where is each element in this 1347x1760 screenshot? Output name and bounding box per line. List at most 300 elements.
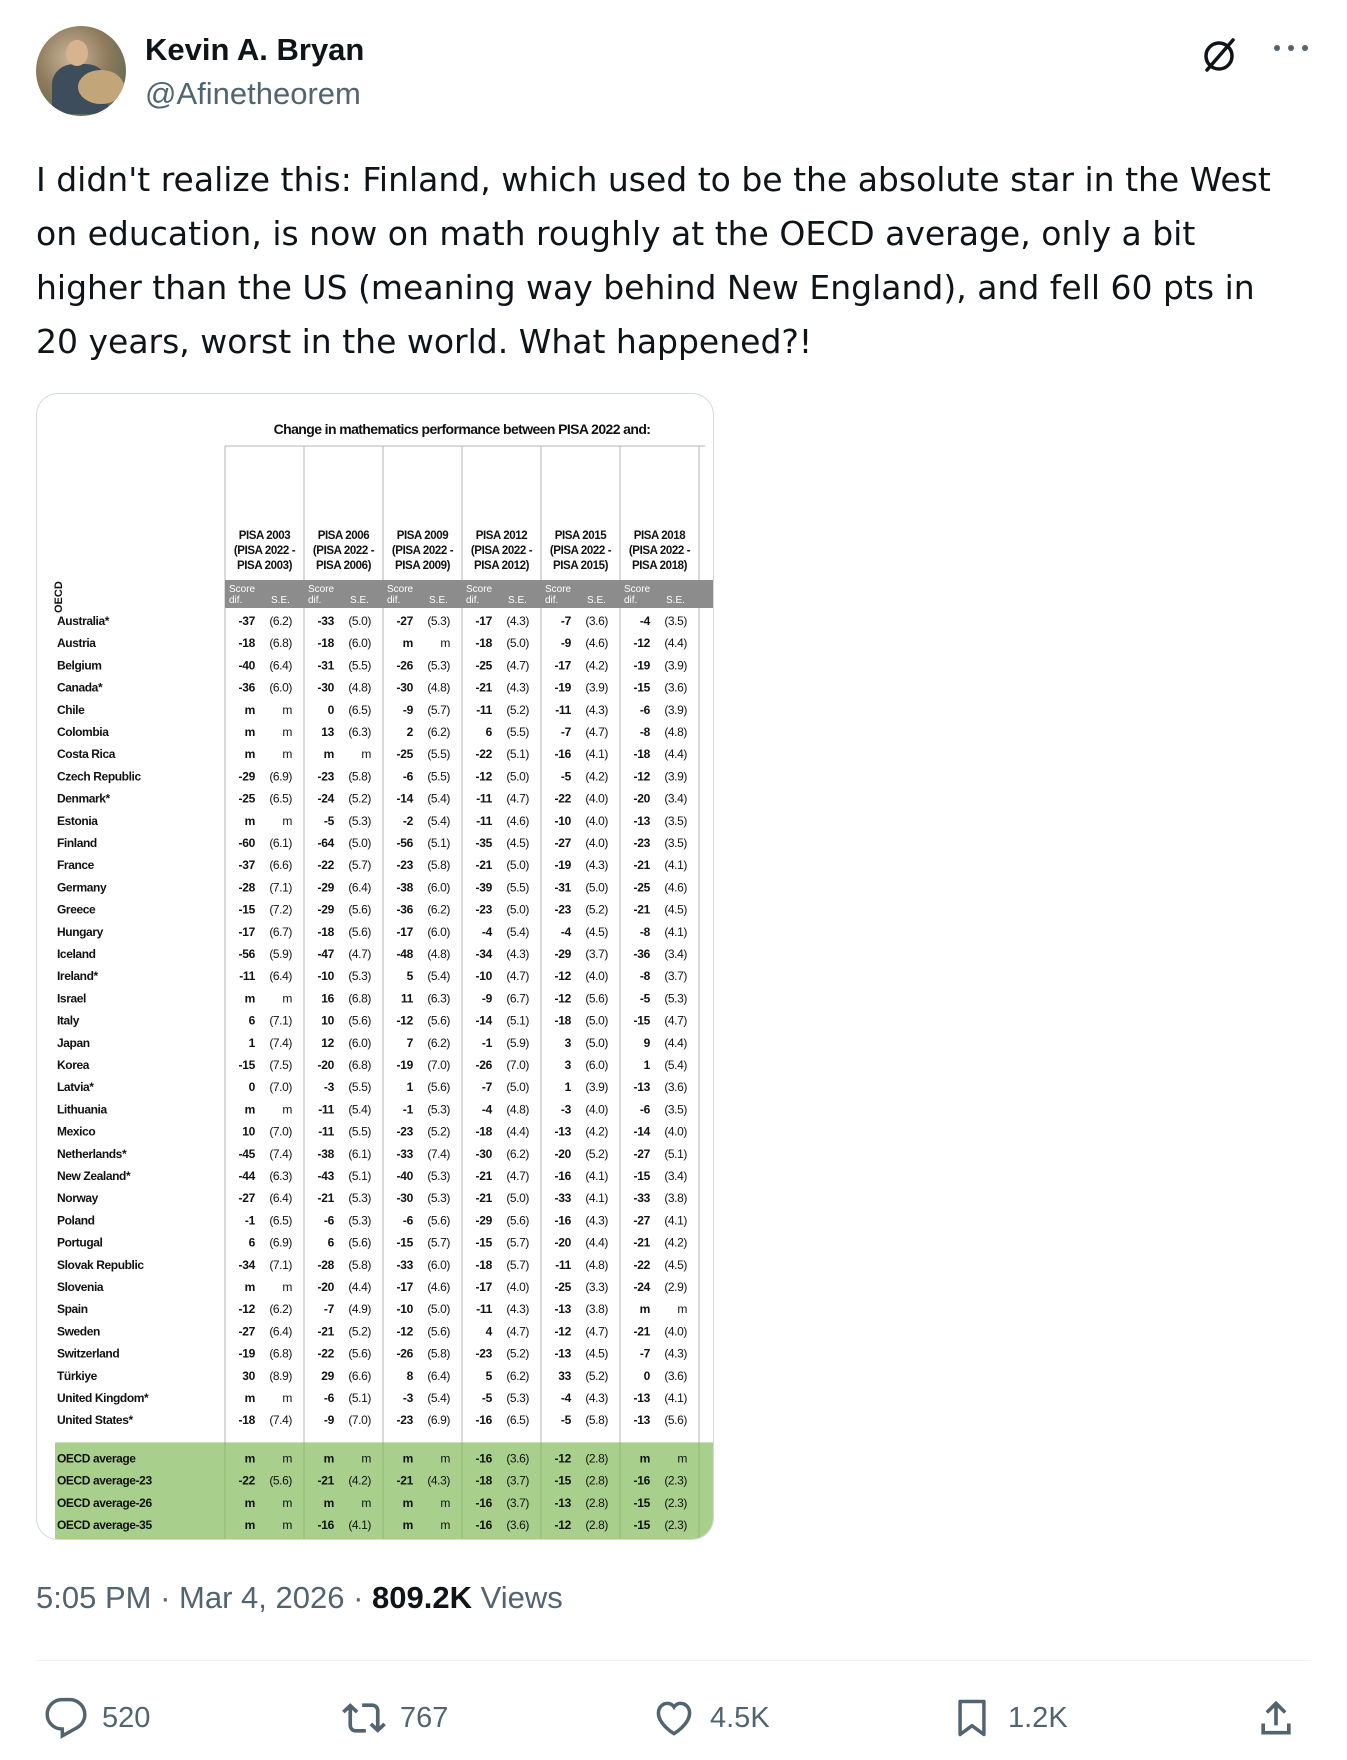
score-diff-cell: -9: [481, 991, 492, 1006]
column-header: PISA 2015): [552, 560, 609, 572]
se-cell: (3.9): [664, 658, 687, 673]
se-cell: (6.6): [269, 858, 292, 873]
score-diff-cell: -7: [560, 725, 571, 739]
score-diff-cell: -30: [396, 1191, 413, 1206]
score-diff-cell: m: [244, 1451, 255, 1466]
se-cell: (6.9): [269, 1235, 292, 1250]
table-title: Change in mathematics performance between PISA 2022 and:: [273, 421, 651, 437]
score-diff-cell: m: [244, 1391, 255, 1405]
country-label: Latvia*: [57, 1080, 94, 1095]
score-diff-cell: -16: [475, 1451, 492, 1466]
se-cell: (6.2): [269, 614, 292, 628]
score-diff-cell: -21: [475, 1169, 492, 1183]
score-diff-cell: -12: [238, 1302, 255, 1317]
score-diff-cell: -6: [402, 1213, 413, 1228]
score-diff-cell: m: [244, 1518, 255, 1532]
oecd-vertical-label: OECD: [53, 581, 65, 613]
score-diff-cell: -21: [317, 1191, 334, 1206]
score-diff-cell: -31: [317, 658, 334, 673]
se-cell: (3.7): [506, 1473, 529, 1488]
column-header: PISA 2009): [394, 560, 451, 572]
se-cell: (4.5): [585, 924, 608, 939]
score-diff-cell: -18: [238, 1413, 255, 1428]
se-cell: (4.1): [585, 747, 608, 762]
se-cell: (7.0): [269, 1080, 292, 1095]
tweet-text: I didn't realize this: Finland, which used to be the absolute star in the West on education, is now on math roughly at the OECD average, only a bit higher than the US (meaning way behind New England), and fell 60 pts in 20 years, worst in the world. What happened?!: [36, 160, 1271, 361]
se-cell: (2.8): [585, 1451, 608, 1466]
se-cell: (5.8): [348, 1257, 371, 1272]
country-label: Türkiye: [57, 1368, 97, 1383]
se-cell: (6.8): [348, 1058, 371, 1072]
action-bar: [0, 1690, 1347, 1746]
score-diff-cell: 4: [485, 1324, 492, 1339]
score-diff-cell: -34: [238, 1257, 255, 1272]
subheader-se: S.E.: [271, 595, 290, 606]
se-cell: (4.2): [664, 1235, 687, 1250]
subheader-dif: dif.: [466, 595, 480, 606]
tweet-image-table[interactable]: [36, 393, 714, 1540]
country-label: OECD average-23: [57, 1473, 152, 1488]
score-diff-cell: -10: [317, 969, 334, 984]
se-cell: (4.1): [664, 858, 687, 873]
score-diff-cell: -23: [554, 902, 571, 917]
se-cell: (5.7): [427, 1235, 450, 1250]
subheader-se: S.E.: [508, 595, 527, 606]
se-cell: (4.3): [506, 947, 529, 961]
se-cell: m: [282, 1280, 292, 1294]
score-diff-cell: -20: [317, 1280, 334, 1294]
se-cell: (5.3): [427, 1102, 450, 1117]
score-diff-cell: -4: [481, 924, 492, 939]
se-cell: (5.4): [506, 924, 529, 939]
score-diff-cell: -21: [475, 858, 492, 873]
se-cell: (3.6): [585, 614, 608, 628]
se-cell: (3.5): [664, 813, 687, 828]
se-cell: (4.1): [664, 1391, 687, 1405]
se-cell: m: [440, 1495, 450, 1510]
score-diff-cell: -4: [639, 614, 650, 628]
se-cell: (5.7): [506, 1235, 529, 1250]
score-diff-cell: -15: [238, 1058, 255, 1072]
column-header: (PISA 2022 -: [391, 545, 454, 557]
se-cell: (4.6): [427, 1280, 450, 1294]
se-cell: (5.0): [585, 1013, 608, 1028]
more-icon[interactable]: [1271, 38, 1311, 58]
se-cell: (5.2): [585, 902, 608, 917]
se-cell: (3.4): [664, 1169, 687, 1183]
score-diff-cell: -27: [396, 614, 413, 628]
author-handle[interactable]: @Afinetheorem: [145, 76, 361, 111]
score-diff-cell: -20: [554, 1146, 571, 1161]
se-cell: (5.6): [348, 1013, 371, 1028]
score-diff-cell: 16: [321, 991, 334, 1006]
se-cell: (5.0): [506, 902, 529, 917]
subheader-score: Score: [545, 584, 572, 595]
like-button[interactable]: [652, 1690, 770, 1746]
score-diff-cell: -4: [560, 924, 571, 939]
score-diff-cell: -15: [633, 680, 650, 695]
score-diff-cell: -27: [633, 1146, 650, 1161]
se-cell: (6.2): [427, 1035, 450, 1050]
se-cell: (5.2): [506, 702, 529, 717]
score-diff-cell: 0: [248, 1080, 255, 1095]
subheader-dif: dif.: [229, 595, 243, 606]
score-diff-cell: -47: [317, 947, 334, 961]
bookmark-button[interactable]: [950, 1690, 1068, 1746]
se-cell: (4.8): [664, 725, 687, 739]
se-cell: (4.4): [585, 1235, 608, 1250]
se-cell: (6.3): [427, 991, 450, 1006]
country-label: Iceland: [57, 947, 96, 961]
se-cell: m: [282, 1518, 292, 1532]
country-label: Norway: [57, 1191, 98, 1206]
se-cell: (4.3): [506, 1302, 529, 1317]
score-diff-cell: -31: [554, 880, 571, 895]
se-cell: (5.2): [427, 1124, 450, 1139]
score-diff-cell: -9: [560, 636, 571, 651]
se-cell: (2.3): [664, 1495, 687, 1510]
score-diff-cell: -19: [633, 658, 650, 673]
score-diff-cell: -29: [317, 902, 334, 917]
score-diff-cell: m: [244, 747, 255, 762]
score-diff-cell: 1: [564, 1080, 571, 1095]
score-diff-cell: -16: [475, 1413, 492, 1428]
country-label: OECD average-26: [57, 1495, 152, 1510]
se-cell: (4.6): [664, 880, 687, 895]
se-cell: (4.2): [348, 1473, 371, 1488]
se-cell: (5.4): [348, 1102, 371, 1117]
tweet-time[interactable]: 5:05 PM: [36, 1580, 152, 1615]
score-diff-cell: -18: [554, 1013, 571, 1028]
se-cell: (6.1): [348, 1146, 371, 1161]
se-cell: (3.6): [506, 1451, 529, 1466]
se-cell: (5.2): [348, 791, 371, 806]
score-diff-cell: -25: [238, 791, 255, 806]
score-diff-cell: -40: [238, 658, 255, 673]
se-cell: (5.9): [506, 1035, 529, 1050]
se-cell: (5.0): [506, 1191, 529, 1206]
score-diff-cell: -6: [639, 1102, 650, 1117]
se-cell: (7.4): [427, 1146, 450, 1161]
score-diff-cell: 33: [558, 1368, 571, 1383]
score-diff-cell: -11: [476, 702, 492, 717]
subheader-dif: dif.: [387, 595, 401, 606]
score-diff-cell: 11: [400, 991, 413, 1006]
se-cell: (4.1): [585, 1191, 608, 1206]
meta-separator: ·: [160, 1580, 171, 1615]
se-cell: (5.6): [664, 1413, 687, 1428]
se-cell: (6.4): [269, 969, 292, 984]
score-diff-cell: -30: [475, 1146, 492, 1161]
score-diff-cell: -21: [317, 1473, 334, 1488]
score-diff-cell: -6: [639, 702, 650, 717]
se-cell: m: [282, 991, 292, 1006]
column-header: (PISA 2022 -: [628, 545, 691, 557]
score-diff-cell: m: [244, 702, 255, 717]
score-diff-cell: 2: [406, 725, 413, 739]
score-diff-cell: -22: [475, 747, 492, 762]
score-diff-cell: -38: [317, 1146, 334, 1161]
se-cell: (2.8): [585, 1473, 608, 1488]
score-diff-cell: -28: [238, 880, 255, 895]
se-cell: (6.1): [269, 836, 292, 850]
score-diff-cell: -4: [481, 1102, 492, 1117]
score-diff-cell: -15: [396, 1235, 413, 1250]
score-diff-cell: -5: [639, 991, 650, 1006]
se-cell: (5.6): [269, 1473, 292, 1488]
se-cell: (5.5): [348, 658, 371, 673]
se-cell: (3.7): [585, 947, 608, 961]
se-cell: (6.2): [427, 902, 450, 917]
subheader-score: Score: [466, 584, 493, 595]
se-cell: (4.7): [506, 969, 529, 984]
se-cell: (4.7): [664, 1013, 687, 1028]
score-diff-cell: -21: [396, 1473, 413, 1488]
score-diff-cell: -29: [238, 769, 255, 784]
country-label: OECD average: [57, 1451, 136, 1466]
se-cell: (3.9): [664, 769, 687, 784]
score-diff-cell: -21: [475, 680, 492, 695]
column-header: (PISA 2022 -: [549, 545, 612, 557]
country-label: Chile: [57, 702, 85, 717]
score-diff-cell: -6: [402, 769, 413, 784]
score-diff-cell: -12: [633, 636, 650, 651]
se-cell: (4.3): [427, 1473, 450, 1488]
score-diff-cell: -27: [238, 1191, 255, 1206]
score-diff-cell: 0: [327, 702, 334, 717]
score-diff-cell: 10: [242, 1124, 255, 1139]
score-diff-cell: -23: [475, 1346, 492, 1361]
score-diff-cell: -15: [633, 1169, 650, 1183]
tweet-meta: [36, 1580, 563, 1616]
se-cell: (7.0): [506, 1058, 529, 1072]
column-header: PISA 2012): [473, 560, 530, 572]
score-diff-cell: -8: [639, 725, 650, 739]
score-diff-cell: -22: [238, 1473, 255, 1488]
country-label: Denmark*: [57, 791, 110, 806]
score-diff-cell: -19: [554, 680, 571, 695]
grok-icon[interactable]: [1199, 34, 1241, 76]
se-cell: (5.6): [427, 1213, 450, 1228]
column-header: PISA 2018: [633, 530, 686, 542]
score-diff-cell: -27: [633, 1213, 650, 1228]
score-diff-cell: -20: [554, 1235, 571, 1250]
score-diff-cell: -60: [238, 836, 255, 850]
meta-separator: ·: [353, 1580, 364, 1615]
score-diff-cell: -7: [323, 1302, 334, 1317]
se-cell: (5.6): [348, 1235, 371, 1250]
share-button[interactable]: [1254, 1690, 1312, 1746]
se-cell: (3.5): [664, 836, 687, 850]
se-cell: (4.7): [585, 1324, 608, 1339]
se-cell: (5.6): [585, 991, 608, 1006]
repost-button[interactable]: [342, 1690, 448, 1746]
se-cell: (6.4): [348, 880, 371, 895]
score-diff-cell: -16: [554, 747, 571, 762]
score-diff-cell: -25: [396, 747, 413, 762]
se-cell: (5.8): [348, 769, 371, 784]
se-cell: (4.7): [348, 947, 371, 961]
avatar[interactable]: [36, 26, 126, 116]
se-cell: (4.2): [585, 1124, 608, 1139]
score-diff-cell: -21: [633, 902, 650, 917]
score-diff-cell: -23: [396, 1413, 413, 1428]
se-cell: (3.6): [664, 1080, 687, 1095]
se-cell: (4.0): [664, 1324, 687, 1339]
score-diff-cell: 6: [327, 1235, 334, 1250]
se-cell: (5.5): [348, 1124, 371, 1139]
se-cell: (5.1): [506, 1013, 529, 1028]
se-cell: (7.4): [269, 1413, 292, 1428]
score-diff-cell: -13: [633, 1080, 650, 1095]
country-label: Lithuania: [57, 1102, 107, 1117]
score-diff-cell: -12: [396, 1324, 413, 1339]
country-label: Mexico: [57, 1124, 96, 1139]
score-diff-cell: -12: [554, 969, 571, 984]
country-label: Ireland*: [57, 969, 98, 984]
score-diff-cell: -37: [238, 614, 255, 628]
se-cell: m: [282, 1391, 292, 1405]
score-diff-cell: m: [323, 747, 334, 762]
se-cell: (5.3): [427, 658, 450, 673]
score-diff-cell: 5: [485, 1368, 492, 1383]
pisa-table: [37, 394, 714, 1540]
se-cell: (4.0): [585, 969, 608, 984]
se-cell: (6.4): [269, 1191, 292, 1206]
se-cell: (4.3): [585, 1391, 608, 1405]
score-diff-cell: m: [244, 1280, 255, 1294]
reply-icon: [44, 1696, 88, 1740]
se-cell: (5.0): [427, 1302, 450, 1317]
se-cell: (5.5): [427, 747, 450, 762]
se-cell: (7.4): [269, 1035, 292, 1050]
se-cell: (3.8): [664, 1191, 687, 1206]
se-cell: (7.1): [269, 1013, 292, 1028]
score-diff-cell: -11: [476, 791, 492, 806]
score-diff-cell: -14: [396, 791, 413, 806]
share-icon: [1254, 1696, 1298, 1740]
country-label: Australia*: [57, 614, 110, 628]
se-cell: (4.3): [506, 680, 529, 695]
se-cell: (2.3): [664, 1518, 687, 1532]
score-diff-cell: -21: [633, 1324, 650, 1339]
se-cell: (5.6): [506, 1213, 529, 1228]
score-diff-cell: -28: [317, 1257, 334, 1272]
score-diff-cell: -39: [475, 880, 492, 895]
score-diff-cell: -36: [396, 902, 413, 917]
tweet-date[interactable]: Mar 4, 2026: [179, 1580, 345, 1615]
like-icon: [652, 1696, 696, 1740]
score-diff-cell: -44: [238, 1169, 255, 1183]
se-cell: m: [361, 1451, 371, 1466]
se-cell: (4.8): [427, 680, 450, 695]
se-cell: (4.3): [585, 702, 608, 717]
score-diff-cell: m: [402, 636, 413, 651]
score-diff-cell: -40: [396, 1169, 413, 1183]
score-diff-cell: -15: [238, 902, 255, 917]
score-diff-cell: -18: [475, 1124, 492, 1139]
score-diff-cell: -17: [475, 1280, 492, 1294]
se-cell: (5.5): [506, 725, 529, 739]
score-diff-cell: -12: [396, 1013, 413, 1028]
score-diff-cell: -27: [554, 836, 571, 850]
column-header: PISA 2003: [238, 530, 291, 542]
se-cell: (5.6): [427, 1324, 450, 1339]
column-header: PISA 2006: [317, 530, 370, 542]
score-diff-cell: -25: [475, 658, 492, 673]
se-cell: (4.1): [664, 924, 687, 939]
se-cell: (4.2): [585, 658, 608, 673]
se-cell: (6.6): [348, 1368, 371, 1383]
se-cell: (4.5): [585, 1346, 608, 1361]
author-display-name[interactable]: Kevin A. Bryan: [145, 32, 365, 67]
score-diff-cell: -56: [238, 947, 255, 961]
se-cell: (3.5): [664, 1102, 687, 1117]
score-diff-cell: -45: [238, 1146, 255, 1161]
se-cell: (5.3): [664, 991, 687, 1006]
column-header: PISA 2003): [236, 560, 293, 572]
score-diff-cell: -16: [554, 1169, 571, 1183]
reply-button[interactable]: [44, 1690, 150, 1746]
se-cell: m: [677, 1451, 687, 1466]
se-cell: (5.0): [585, 1035, 608, 1050]
score-diff-cell: -18: [317, 636, 334, 651]
score-diff-cell: -19: [554, 858, 571, 873]
score-diff-cell: -16: [554, 1213, 571, 1228]
score-diff-cell: -23: [475, 902, 492, 917]
score-diff-cell: m: [244, 1495, 255, 1510]
score-diff-cell: m: [244, 1102, 255, 1117]
score-diff-cell: -8: [639, 924, 650, 939]
column-header: PISA 2015: [554, 530, 607, 542]
score-diff-cell: -3: [560, 1102, 571, 1117]
score-diff-cell: -13: [554, 1302, 571, 1317]
se-cell: (2.9): [664, 1280, 687, 1294]
subheader-se: S.E.: [666, 595, 685, 606]
score-diff-cell: 10: [321, 1013, 334, 1028]
se-cell: (4.5): [506, 836, 529, 850]
se-cell: (4.4): [506, 1124, 529, 1139]
se-cell: m: [282, 1451, 292, 1466]
repost-icon: [342, 1696, 386, 1740]
score-diff-cell: -5: [560, 769, 571, 784]
score-diff-cell: -33: [317, 614, 334, 628]
subheader-dif: dif.: [624, 595, 638, 606]
score-diff-cell: -35: [475, 836, 492, 850]
score-diff-cell: 12: [321, 1035, 334, 1050]
score-diff-cell: -20: [317, 1058, 334, 1072]
score-diff-cell: -11: [318, 1124, 334, 1139]
se-cell: (6.0): [269, 680, 292, 695]
se-cell: (5.8): [585, 1413, 608, 1428]
country-label: Germany: [57, 880, 107, 895]
se-cell: m: [282, 702, 292, 717]
se-cell: (5.4): [427, 969, 450, 984]
score-diff-cell: -11: [476, 813, 492, 828]
column-header: PISA 2012: [475, 530, 528, 542]
score-diff-cell: -18: [475, 1473, 492, 1488]
score-diff-cell: -25: [633, 880, 650, 895]
se-cell: (4.8): [348, 680, 371, 695]
score-diff-cell: -33: [396, 1257, 413, 1272]
se-cell: (3.9): [585, 680, 608, 695]
se-cell: (4.7): [506, 658, 529, 673]
score-diff-cell: -15: [475, 1235, 492, 1250]
se-cell: m: [361, 1495, 371, 1510]
se-cell: (6.3): [269, 1169, 292, 1183]
country-label: Korea: [57, 1058, 90, 1072]
country-label: New Zealand*: [57, 1169, 131, 1183]
